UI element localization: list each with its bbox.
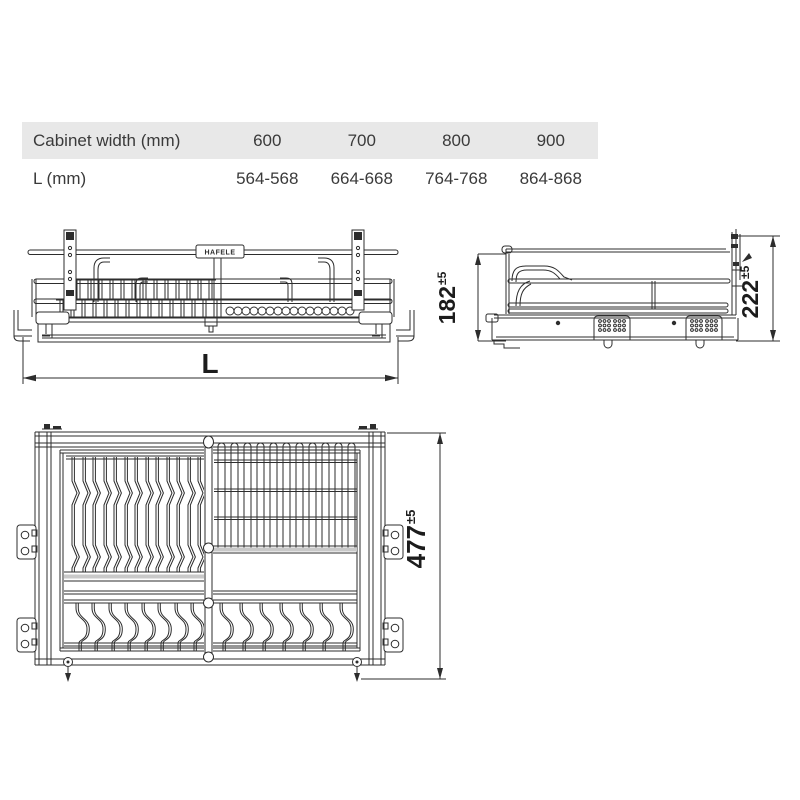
dim-overall-height: $222^{\pm 5}$	[737, 265, 763, 319]
front-view-drawing	[8, 222, 420, 388]
table-header-row	[22, 122, 598, 159]
l-value-900: 864-868	[519, 169, 582, 188]
header-width-800: 800	[442, 130, 471, 150]
l-value-700: 664-668	[330, 169, 393, 188]
brand-plate-label: HAFELE	[204, 249, 236, 257]
l-value-600: 564-568	[236, 169, 299, 188]
table-length-row	[22, 159, 598, 199]
header-width-600: 600	[253, 130, 282, 150]
dim-depth: $477^{\pm 5}$	[401, 509, 431, 569]
header-cabinet-width: Cabinet width (mm)	[33, 130, 181, 150]
side-view-drawing	[428, 220, 793, 370]
header-width-700: 700	[347, 130, 376, 150]
top-view-drawing	[8, 415, 460, 705]
dim-length-label: L	[201, 348, 219, 379]
row-label-l-mm: L (mm)	[33, 169, 87, 188]
header-width-900: 900	[536, 130, 565, 150]
l-value-800: 764-768	[425, 169, 488, 188]
spec-table	[22, 122, 598, 199]
dim-basket-height: $182^{\pm 5}$	[434, 271, 460, 325]
